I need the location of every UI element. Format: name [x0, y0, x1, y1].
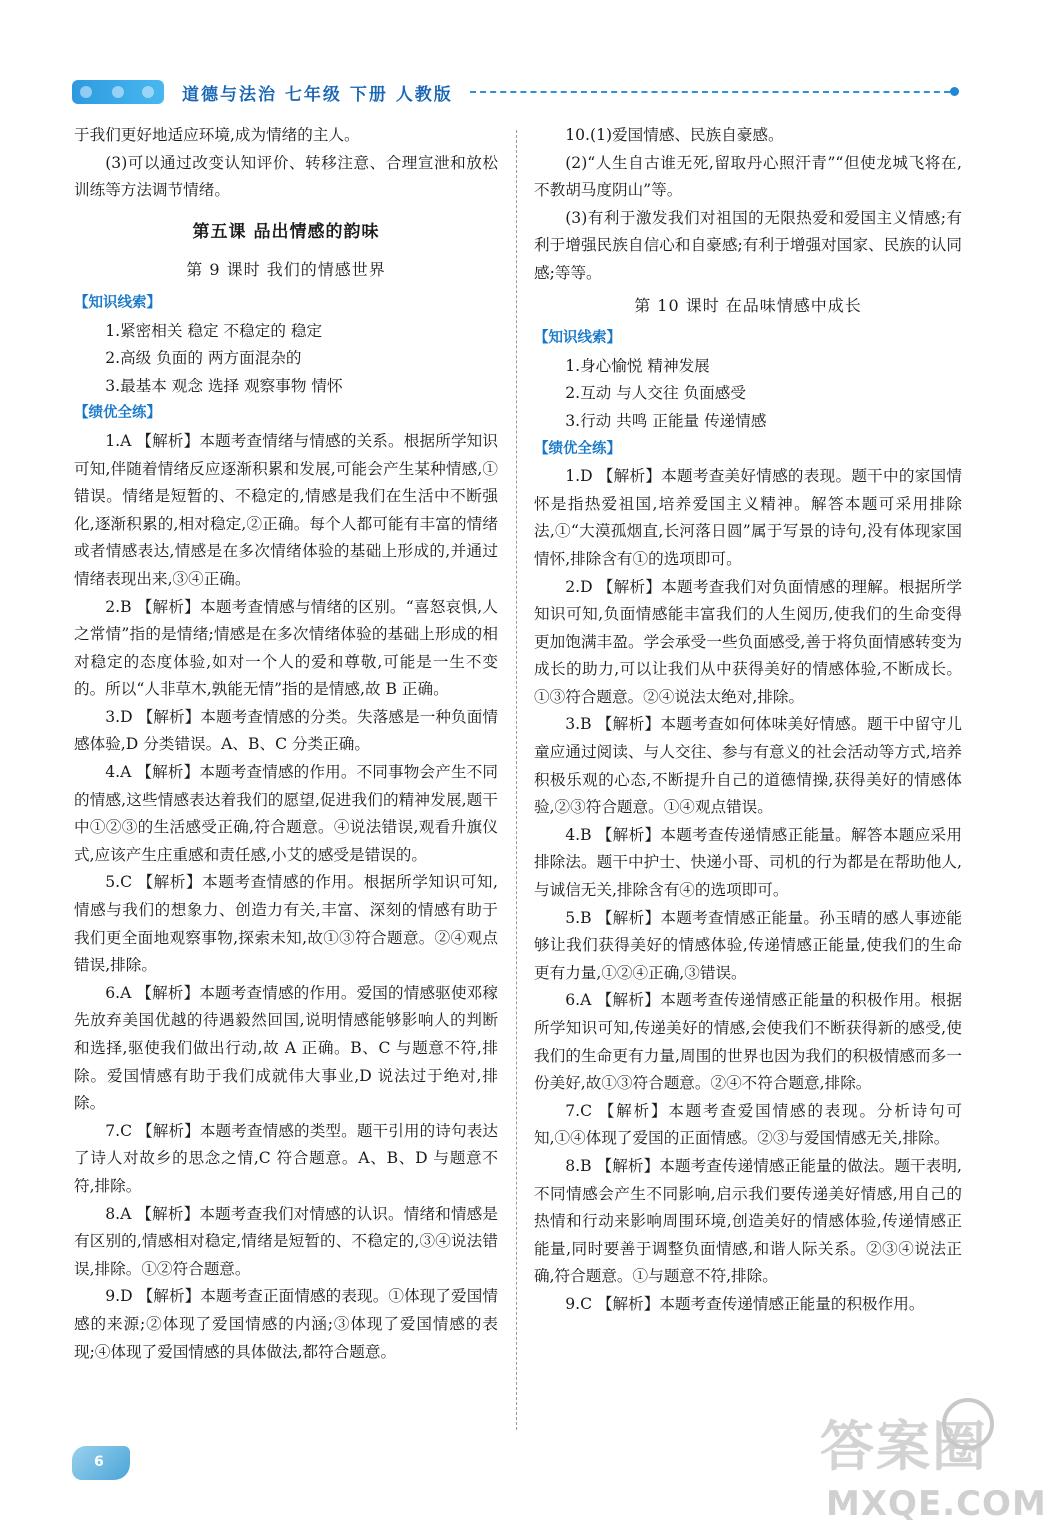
section-tag-practice: 【绩优全练】 — [534, 440, 621, 457]
page-number-badge — [72, 1446, 130, 1480]
header-dashed-rule — [470, 91, 950, 93]
book-title: 道德与法治 七年级 下册 人教版 — [182, 85, 453, 105]
watermark-logo — [820, 1398, 1047, 1528]
answer-item: 8.B 【解析】本题考查传递情感正能量的做法。题干表明,不同情感会产生不同影响,启示我们要传递美好情感,用自己的热情和行动来影响周围环境,创造美好的情感体验,传递情感正能量,同时要善于调整负面情感,和谐人际关系。②③④说法正确,符合题意。①与题意不符,排除。 — [534, 1156, 962, 1286]
answer-item: 5.B 【解析】本题考查情感正能量。孙玉晴的感人事迹能够让我们获得美好的情感体验,传递情感正能量,使我们的生命更有力量,①②④正确,③错误。 — [534, 908, 962, 982]
section-tag-knowledge: 【知识线索】 — [74, 294, 161, 311]
answer-item: 9.D 【解析】本题考查正面情感的表现。①体现了爱国情感的来源;②体现了爱国情感的内涵;③体现了爱国情感的表现;④体现了爱国情感的具体做法,都符合题意。 — [74, 1287, 498, 1361]
answer-item: 2.B 【解析】本题考查情感与情绪的区别。“喜怒哀惧,人之常情”指的是情绪;情感是在多次情绪体验的基础上形成的相对稳定的态度体验,如对一个人的爱和尊敬,可能是一生不变的。所以“人非草木,孰能无情”指的是情感,故 B 正确。 — [74, 597, 498, 699]
answer-item: 2.D 【解析】本题考查我们对负面情感的理解。根据所学知识可知,负面情感能丰富我们的人生阅历,使我们的生命变得更加饱满丰盈。学会承受一些负面感受,善于将负面情感转变为成长的助力,可以让我们从中获得美好的情感体验,不断成长。①③符合题意。②④说法太绝对,排除。 — [534, 577, 962, 706]
left-column — [74, 122, 498, 1366]
knowledge-item: 2.互动 与人交往 负面感受 — [565, 384, 746, 403]
page-header — [70, 76, 960, 110]
answer-item: 6.A 【解析】本题考查情感的作用。爱国的情感驱使邓稼先放弃美国优越的待遇毅然回国,说明情感能够影响人的判断和选择,驱使我们做出行动,故 A 正确。B、C 与题意不符,排除。爱国情感有助于我们成就伟大事业,D 说法过于绝对,排除。 — [74, 983, 498, 1113]
watermark-url: MXQE.COM — [826, 1484, 1047, 1524]
answer-item: 7.C 【解析】本题考查爱国情感的表现。分析诗句可知,①④体现了爱国的正面情感。②③与爱国情感无关,排除。 — [534, 1101, 962, 1148]
knowledge-item: 3.最基本 观念 选择 观察事物 情怀 — [105, 376, 343, 395]
watermark-seal-icon — [942, 1398, 994, 1450]
chapter-heading: 第五课 品出情感的韵味 — [192, 221, 380, 242]
answer-item: 1.D 【解析】本题考查美好情感的表现。题干中的家国情怀是指热爱祖国,培养爱国主义精神。解答本题可采用排除法,①“大漠孤烟直,长河落日圆”属于写景的诗句,没有体现家国情怀,排除含有①的选项即可。 — [534, 467, 962, 568]
column-divider — [516, 130, 517, 1430]
answer-item: (3)有利于激发我们对祖国的无限热爱和爱国主义情感;有利于增强民族自信心和自豪感;有利于增强对国家、民族的认同感;等等。 — [534, 208, 962, 282]
page-number: 6 — [94, 1454, 104, 1470]
answer-paragraph: (3)可以通过改变认知评价、转移注意、合理宣泄和放松训练等方法调节情绪。 — [74, 153, 498, 200]
lesson-heading: 第 9 课时 我们的情感世界 — [186, 260, 386, 280]
answer-item: 1.A 【解析】本题考查情绪与情感的关系。根据所学知识可知,伴随着情绪反应逐渐积累和发展,可能会产生某种情感,①错误。情绪是短暂的、不稳定的,情感是我们在生活中不断强化,逐渐积累的,相对稳定,②正确。每个人都可能有丰富的情绪或者情感表达,情感是在多次情绪体验的基础上形成的,并通过情绪表现出来,③④正确。 — [74, 431, 498, 588]
answer-item: 7.C 【解析】本题考查情感的类型。题干引用的诗句表达了诗人对故乡的思念之情,C 符合题意。A、B、D 与题意不符,排除。 — [74, 1121, 498, 1195]
answer-item: 8.A 【解析】本题考查我们对情感的认识。情绪和情感是有区别的,情感相对稳定,情绪是短暂的、不稳定的,③④说法错误,排除。①②符合题意。 — [74, 1204, 498, 1278]
lesson-heading: 第 10 课时 在品味情感中成长 — [634, 295, 862, 315]
logo-badge — [72, 80, 164, 104]
watermark-text: 答案圈 — [820, 1415, 988, 1478]
answer-item: 10.(1)爱国情感、民族自豪感。 — [565, 126, 784, 144]
knowledge-item: 1.身心愉悦 精神发展 — [565, 356, 710, 375]
section-tag-practice: 【绩优全练】 — [74, 405, 161, 422]
section-tag-knowledge: 【知识线索】 — [534, 330, 621, 347]
answer-item: 3.B 【解析】本题考查如何体味美好情感。题干中留守儿童应通过阅读、与人交往、参与有意义的社会活动等方式,培养积极乐观的心态,不断提升自己的道德情操,获得美好的情感体验,②③符合题意。①④观点错误。 — [534, 715, 962, 817]
knowledge-item: 3.行动 共鸣 正能量 传递情感 — [565, 411, 767, 430]
answer-item: 6.A 【解析】本题考查传递情感正能量的积极作用。根据所学知识可知,传递美好的情感,会使我们不断获得新的感受,使我们的生命更有力量,周围的世界也因为我们的积极情感而多一份美好,故①③符合题意。②④不符合题意,排除。 — [534, 991, 962, 1093]
right-column — [534, 122, 962, 1319]
answer-item: 5.C 【解析】本题考查情感的作用。根据所学知识可知,情感与我们的想象力、创造力有关,丰富、深刻的情感有助于我们更全面地观察事物,探索未知,故①③符合题意。②④观点错误,排除。 — [74, 873, 498, 975]
answer-item: 9.C 【解析】本题考查传递情感正能量的积极作用。 — [565, 1294, 925, 1313]
continued-text: 于我们更好地适应环境,成为情绪的主人。 — [74, 126, 360, 144]
answer-item: 4.B 【解析】本题考查传递情感正能量。解答本题应采用排除法。题干中护士、快递小哥、司机的行为都是在帮助他人,与诚信无关,排除含有④的选项即可。 — [534, 825, 962, 900]
answer-item: (2)“人生自古谁无死,留取丹心照汗青”“但使龙城飞将在,不教胡马度阴山”等。 — [534, 153, 962, 200]
answer-item: 3.D 【解析】本题考查情感的分类。失落感是一种负面情感体验,D 分类错误。A、B、C 分类正确。 — [74, 707, 498, 754]
knowledge-item: 1.紧密相关 稳定 不稳定的 稳定 — [105, 321, 323, 340]
answer-item: 4.A 【解析】本题考查情感的作用。不同事物会产生不同的情感,这些情感表达着我们的愿望,促进我们的精神发展,题干中①②③的生活感受正确,符合题意。④说法错误,观看升旗仪式,应该产生庄重感和责任感,小艾的感受是错误的。 — [74, 763, 498, 864]
header-rule-end-dot — [950, 87, 959, 96]
knowledge-item: 2.高级 负面的 两方面混杂的 — [105, 349, 302, 368]
